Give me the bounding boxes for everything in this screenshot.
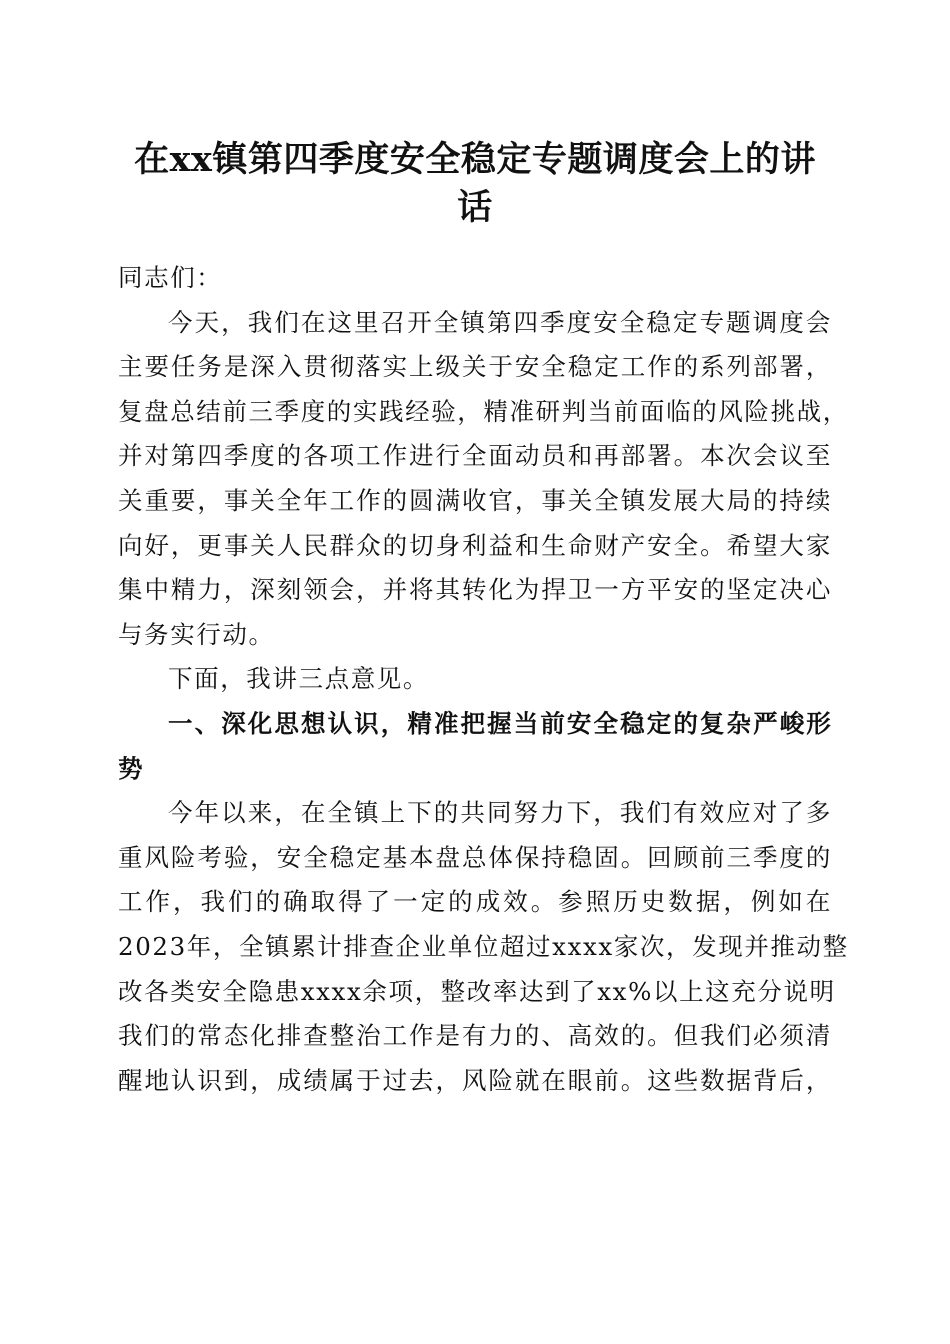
paragraph-line: 重风险考验，安全稳定基本盘总体保持稳固。回顾前三季度的 [118, 842, 832, 872]
paragraph-line: 醒地认识到，成绩属于过去，风险就在眼前。这些数据背后， [118, 1065, 832, 1095]
paragraph-line: 工作，我们的确取得了一定的成效。参照历史数据，例如在 [118, 887, 832, 917]
heading-line: 势 [118, 753, 144, 783]
paragraph-line: 改各类安全隐患xxxx余项，整改率达到了xx%以上这充分说明 [118, 976, 836, 1006]
paragraph-line: 2023年，全镇累计排查企业单位超过xxxx家次，发现并推动整 [118, 931, 849, 961]
paragraph-line: 主要任务是深入贯彻落实上级关于安全稳定工作的系列部署， [118, 352, 832, 382]
paragraph-transition: 下面，我讲三点意见。 [168, 664, 429, 694]
paragraph-line: 并对第四季度的各项工作进行全面动员和再部署。本次会议至 [118, 441, 832, 471]
paragraph-line: 关重要，事关全年工作的圆满收官，事关全镇发展大局的持续 [118, 485, 832, 515]
paragraph-review [118, 791, 849, 1103]
document-body [118, 256, 849, 1103]
paragraph-line: 与务实行动。 [118, 619, 275, 649]
paragraph-line: 今年以来，在全镇上下的共同努力下，我们有效应对了多 [168, 798, 832, 828]
salutation: 同志们： [118, 263, 223, 292]
paragraph-line: 向好，更事关人民群众的切身利益和生命财产安全。希望大家 [118, 530, 832, 560]
section-heading-1 [118, 702, 832, 791]
paragraph-opening [118, 301, 849, 658]
paragraph-line: 复盘总结前三季度的实践经验，精准研判当前面临的风险挑战， [118, 396, 849, 426]
document-title: 在xx镇第四季度安全稳定专题调度会上的讲话 [134, 139, 816, 228]
paragraph-line: 集中精力，深刻领会，并将其转化为捍卫一方平安的坚定决心 [118, 575, 832, 605]
heading-line: 一、深化思想认识，精准把握当前安全稳定的复杂严峻形 [168, 708, 832, 738]
paragraph-line: 今天，我们在这里召开全镇第四季度安全稳定专题调度会 [168, 307, 832, 337]
paragraph-line: 我们的常态化排查整治工作是有力的、高效的。但我们必须清 [118, 1021, 832, 1051]
